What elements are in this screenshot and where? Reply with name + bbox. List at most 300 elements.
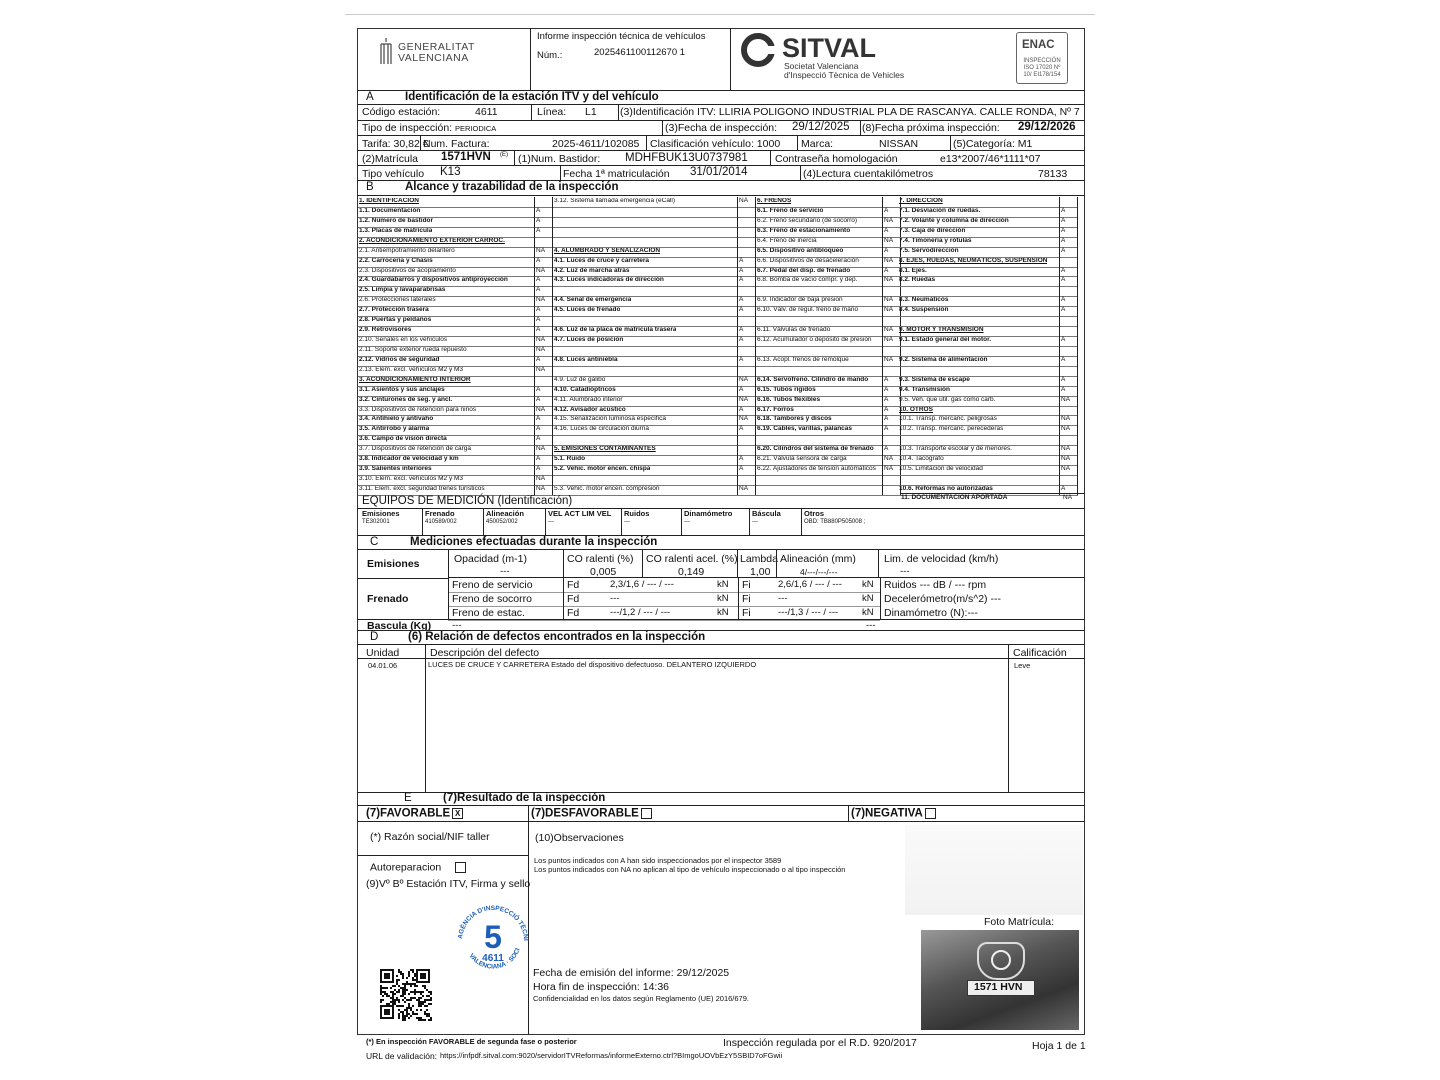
freno-fi-label: Fi <box>742 607 751 619</box>
check-item-result: NA <box>884 355 894 363</box>
check-item-label: 7. DIRECCIÓN <box>899 198 943 204</box>
check-item-result: NA <box>739 375 749 383</box>
check-item-result: A <box>536 395 541 403</box>
check-item-label: 9. MOTOR Y TRANSMISIÓN <box>899 327 984 334</box>
check-item-label: 3.5. Antirrobo y alarma <box>359 426 430 433</box>
co-acel-header: CO ralenti acel. (%) <box>646 553 738 565</box>
check-item-label: 4.9. Luz de gálibo <box>554 376 606 383</box>
opacidad-header: Opacidad (m-1) <box>454 553 527 565</box>
check-item-result: NA <box>884 256 894 264</box>
check-item-label: 6.19. Cables, varillas, palancas <box>757 426 853 433</box>
check-item-result: NA <box>884 465 894 473</box>
check-item-label: 4.10. Catadióptricos <box>554 386 616 393</box>
matricula-sup: (E) <box>500 152 508 158</box>
bastidor-label: (1)Num. Bastidor: <box>518 153 601 165</box>
check-item-label: 10.4. Tacógrafo <box>899 456 944 463</box>
check-item-label: 4.12. Avisador acústico <box>554 406 626 413</box>
clasificacion: Clasificación vehículo: 1000 <box>650 138 781 150</box>
favorable-label: (7)FAVORABLE <box>366 807 451 820</box>
fecha-prox-value: 29/12/2026 <box>1018 121 1076 133</box>
check-item-label: 6. FRENOS <box>757 198 792 204</box>
equipo-header: Dinamómetro <box>684 509 733 518</box>
equipo-header: Ruidos <box>624 509 650 518</box>
check-item-result: A <box>536 455 541 463</box>
bastidor-value: MDHFBUK13U0737981 <box>625 152 748 164</box>
plate-photo <box>921 930 1079 1030</box>
check-item-label: 3.9. Salientes interiores <box>359 466 432 473</box>
check-item-label: 8. EJES, RUEDAS, NEUMÁTICOS, SUSPENSIÓN <box>899 257 1048 264</box>
check-item-label: 5.1. Ruido <box>554 456 586 463</box>
validation-url[interactable]: https://infpdf.sitval.com:9020/servidorITVReformas/informeExterno.ctrl?BImgoUOVbEzY5SBID7oFGwii <box>440 1051 783 1060</box>
check-item-result: NA <box>884 336 894 344</box>
desc-header: Descripción del defecto <box>430 647 540 659</box>
check-item-label: 3.3. Dispositivos de retención para niños <box>359 406 477 413</box>
equipos-title: EQUIPOS DE MEDICIÓN (Identificación) <box>362 495 573 507</box>
calif-header: Calificación <box>1013 647 1067 659</box>
redacted-area <box>905 825 1083 915</box>
check-item-label: 4. ALUMBRADO Y SEÑALIZACIÓN <box>554 247 661 254</box>
freno-fd-unit: kN <box>717 607 729 618</box>
equipo-header: VEL ACT LIM VEL <box>548 509 612 518</box>
autoreparacion-checkbox[interactable] <box>455 862 466 873</box>
check-item-label: 2.1. Antiempotramiento delantero <box>359 247 455 254</box>
sitval-sub1: Societat Valenciana <box>784 61 859 71</box>
defect-desc: LUCES DE CRUCE Y CARRETERA Estado del dispositivo defectuoso. DELANTERO IZQUIERDO <box>428 660 757 669</box>
check-item-label: 7.4. Timonería y rótulas <box>899 237 972 244</box>
qr-code-icon <box>380 969 432 1021</box>
check-item-label: 4.2. Luz de marcha atrás <box>554 267 630 274</box>
decelerometro: Decelerómetro(m/s^2) --- <box>884 593 1001 605</box>
check-item-result: A <box>884 405 889 413</box>
stamp-bottom-text: VALENCIANA · SOCI <box>467 947 522 971</box>
dinamometro: Dinamómetro (N):--- <box>884 607 978 619</box>
co-ralenti-header: CO ralenti (%) <box>567 553 634 565</box>
check-item-result: A <box>1061 226 1066 234</box>
check-item-label: 8.1. Ejes. <box>899 267 927 274</box>
alineacion-header: Alineación (mm) <box>780 553 856 565</box>
hoja: Hoja 1 de 1 <box>1032 1040 1086 1052</box>
lambda-value: 1,00 <box>750 566 771 578</box>
check-item-result: NA <box>1061 415 1071 423</box>
co-acel-value: 0,149 <box>678 566 705 578</box>
check-item-result: A <box>1061 484 1066 492</box>
check-item-result: NA <box>739 484 749 492</box>
check-item-label: 6.20. Cilindros del sistema de frenado <box>757 446 874 453</box>
desfavorable-label: (7)DESFAVORABLE <box>531 807 639 820</box>
freno-fi-value: 2,6/1,6 / --- / --- <box>778 579 842 590</box>
enac-label: ENAC <box>1022 39 1055 51</box>
check-item-result: A <box>1061 306 1066 314</box>
check-item-result: A <box>536 435 541 443</box>
check-item-label: 6.7. Pedal del disp. de frenado <box>757 267 851 274</box>
check-item-label: 2.3. Dispositivos de acoplamiento <box>359 267 456 274</box>
check-item-result: NA <box>536 484 546 492</box>
check-item-result: A <box>884 206 889 214</box>
check-item-label: 2.10. Señales en los vehículos <box>359 337 448 344</box>
fecha-matric-label: Fecha 1ª matriculación <box>563 168 670 180</box>
check-item-label: 10.2. Transp. mercanc. perecederas <box>899 426 1004 433</box>
ruidos: Ruidos --- dB / --- rpm <box>884 579 987 591</box>
equipo-value: OBD: TB880P505008 ; <box>804 519 866 525</box>
sitval-logo-icon <box>740 32 776 68</box>
check-item-label: 4.7. Luces de posición <box>554 337 624 344</box>
check-item-label: 6.1. Freno de servicio <box>757 207 824 214</box>
check-item-result: A <box>884 375 889 383</box>
check-item-result: A <box>536 256 541 264</box>
check-item-label: 6.22. Ajustadores de tensión automáticos <box>757 466 876 473</box>
alineacion-value: 4/---/---/--- <box>800 567 838 577</box>
check-item-result: A <box>739 405 744 413</box>
footer-note: (*) En inspección FAVORABLE de segunda fase o posterior <box>366 1037 577 1046</box>
check-item-label: 8.2. Ruedas <box>899 277 936 284</box>
check-item-result: NA <box>739 415 749 423</box>
check-item-result: NA <box>1061 455 1071 463</box>
freno-fi-unit: kN <box>862 579 874 590</box>
generalitat-line2: VALENCIANA <box>398 52 469 64</box>
freno-fd-value: --- <box>610 593 620 604</box>
categoria: (5)Categoría: M1 <box>953 138 1033 150</box>
check-item-label: 6.5. Dispositivo antibloqueo <box>757 247 844 254</box>
section-d-letter: D <box>370 631 379 643</box>
desfavorable <box>531 808 652 820</box>
section-b-title: Alcance y trazabilidad de la inspección <box>405 181 619 193</box>
section-c-letter: C <box>370 536 379 548</box>
check-item-label: 5. EMISIONES CONTAMINANTES <box>554 446 656 453</box>
negativa <box>851 808 936 820</box>
equipo-value: --- <box>684 519 690 525</box>
check-item-label: 6.10. Válv. de regul. freno de mano <box>757 307 859 314</box>
check-item-result: NA <box>536 345 546 353</box>
check-item-result: NA <box>536 405 546 413</box>
check-item-label: 9.2. Sistema de alimentación <box>899 356 988 363</box>
check-item-label: 6.4. Freno de inercia <box>757 237 817 244</box>
check-item-label: 1.1. Documentación <box>359 207 421 214</box>
check-item-label: 2.6. Protecciones laterales <box>359 297 436 304</box>
check-item-result: NA <box>536 445 546 453</box>
check-item-result: A <box>884 445 889 453</box>
report-num-value: 2025461100112670 1 <box>594 47 686 58</box>
check-item-label: 9.3. Sistema de escape <box>899 376 970 383</box>
plate-text: 1571 HVN <box>974 981 1023 993</box>
section-e-title: (7)Resultado de la inspección <box>443 792 606 804</box>
check-item-label: 10. OTROS <box>899 406 933 413</box>
check-item-result: NA <box>536 336 546 344</box>
report-title: Informe inspección técnica de vehículos <box>537 31 706 42</box>
equipo-value: --- <box>752 519 758 525</box>
foto-label: Foto Matrícula: <box>984 916 1055 928</box>
check-item-label: 6.13. Acopl. frenos de remolque <box>757 356 849 363</box>
check-item-result: A <box>1061 375 1066 383</box>
autoreparacion <box>370 862 466 873</box>
check-item-result: A <box>739 276 744 284</box>
check-item-result: NA <box>884 276 894 284</box>
check-item-label: 4.1. Luces de cruce y carretera <box>554 257 650 264</box>
check-item-result: A <box>739 355 744 363</box>
observaciones-label: (10)Observaciones <box>535 832 624 844</box>
freno-fd-unit: kN <box>717 593 729 604</box>
homologacion-value: e13*2007/46*1111*07 <box>940 153 1041 165</box>
check-item-result: A <box>536 355 541 363</box>
favorable-checkbox[interactable]: X <box>452 808 463 819</box>
check-item-label: 6.9. Indicador de baja presión <box>757 297 843 304</box>
check-item-label: 7.1. Desviación de ruedas. <box>899 207 981 214</box>
check-item-result: NA <box>1061 465 1071 473</box>
fecha-insp-value: 29/12/2025 <box>792 121 850 133</box>
check-item-result: A <box>1061 355 1066 363</box>
check-item-label: 6.11. Válvulas de frenado <box>757 327 831 334</box>
freno-name: Freno de socorro <box>452 593 532 605</box>
check-item-result: NA <box>884 306 894 314</box>
emisiones-label: Emisiones <box>367 558 420 570</box>
matricula-value: 1571HVN <box>441 151 491 163</box>
check-item-label: 2.9. Retrovisores <box>359 327 412 334</box>
scan-top-edge <box>345 14 1095 15</box>
check-item-label: 3.7. Dispositivos de retención de carga <box>359 446 472 453</box>
check-item-result: A <box>1061 266 1066 274</box>
razon-social: (*) Razón social/NIF taller <box>370 831 490 843</box>
cuentakm-value: 78133 <box>1038 168 1068 180</box>
freno-name: Freno de servicio <box>452 579 533 591</box>
limvel-value: --- <box>900 566 910 577</box>
check-item-label: 7.3. Caja de dirección <box>899 227 966 234</box>
check-item-label: 6.8. Bomba de vacío compr. y dep. <box>757 277 858 284</box>
matricula-label: (2)Matrícula <box>362 153 419 165</box>
check-item-label: 10.6. Reformas no autorizadas <box>899 485 993 492</box>
check-item-label: 3.6. Campo de visión directa <box>359 436 447 443</box>
check-item-result: A <box>536 385 541 393</box>
check-item-label: 3.2. Cinturones de seg. y ancl. <box>359 396 453 403</box>
check-item-result: A <box>536 465 541 473</box>
check-item-result: A <box>739 385 744 393</box>
check-item-label: 4.4. Señal de emergencia <box>554 297 632 304</box>
regulada: Inspección regulada por el R.D. 920/2017 <box>723 1037 917 1049</box>
sitval-sub2: d'Inspecció Tècnica de Vehicles <box>784 70 905 80</box>
desfavorable-checkbox[interactable] <box>641 808 652 819</box>
check-item-result: NA <box>1061 445 1071 453</box>
fecha-matric-value: 31/01/2014 <box>690 166 748 178</box>
check-item-result: A <box>536 415 541 423</box>
check-item-result: A <box>536 316 541 324</box>
favorable <box>366 808 463 820</box>
check-item-label: 2.13. Elem. excl. vehículos M2 y M3 <box>359 366 464 373</box>
confidencialidad: Confidencialidad en los datos según Reglamento (UE) 2016/679. <box>533 994 749 1003</box>
equipo-value: 450052/002 <box>486 519 518 525</box>
tipo-insp-label: Tipo de inspección: <box>362 122 453 134</box>
check-item-label: 6.17. Forros <box>757 406 794 413</box>
section-a-title: Identificación de la estación ITV y del vehículo <box>405 91 659 103</box>
check-item-label: 3.12. Sistema llamada emergencia (eCall) <box>554 198 676 204</box>
check-item-label: 4.5. Luces de frenado <box>554 307 621 314</box>
check-item-result: A <box>884 266 889 274</box>
check-item-result: A <box>884 385 889 393</box>
check-item-label: 10.5. Limitación de velocidad <box>899 466 983 473</box>
check-item-result: A <box>739 465 744 473</box>
check-item-result: A <box>1061 276 1066 284</box>
check-item-label: 9.1. Estado general del motor. <box>899 337 992 344</box>
generalitat-line1: GENERALITAT <box>398 41 475 53</box>
check-item-label: 3.10. Elem. excl. vehículos M2 y M3 <box>359 476 464 483</box>
check-item-result: A <box>1061 236 1066 244</box>
check-item-label: 6.18. Tambores y discos <box>757 416 832 423</box>
equipo-header: Emisiones <box>362 509 400 518</box>
check-item-label: 10.1. Transp. mercanc. peligrosas <box>899 416 997 423</box>
check-item-result: A <box>739 326 744 334</box>
check-item-label: 3.11. Elem. excl. seguridad trenes turísticos <box>359 485 485 492</box>
check-item-result: A <box>536 306 541 314</box>
check-item-label: 2.4. Guardabarros y dispositivos antiproyección <box>359 277 508 284</box>
check-item-result: A <box>884 415 889 423</box>
check-item-result: NA <box>536 475 546 483</box>
check-item-label: 4.6. Luz de la placa de matrícula trasera <box>554 327 677 334</box>
check-item-label: 6.2. Freno secundario (de socorro) <box>757 217 858 224</box>
fecha-prox-label: (8)Fecha próxima inspección: <box>862 122 1000 134</box>
negativa-checkbox[interactable] <box>925 808 936 819</box>
check-item-label: 2. ACONDICIONAMIENTO EXTERIOR CARROC. <box>359 237 505 244</box>
hora-fin: Hora fin de inspección: 14:36 <box>533 981 670 993</box>
equipo-value: --- <box>548 519 554 525</box>
check-item-result: NA <box>884 326 894 334</box>
check-item-label: 5.2. Vehic. motor encen. chispa <box>554 466 651 473</box>
check-item-label: 9.4. Transmisión <box>899 386 950 393</box>
section-d-title: (6) Relación de defectos encontrados en la inspección <box>408 631 706 643</box>
freno-fi-label: Fi <box>742 593 751 605</box>
bascula-value-2: --- <box>866 620 876 631</box>
check-item-result: A <box>739 425 744 433</box>
check-item-label: 7.5. Servodirección <box>899 247 959 254</box>
check-item-result: A <box>884 395 889 403</box>
defect-calif: Leve <box>1014 661 1031 670</box>
equipo-value: TE302001 <box>362 519 390 525</box>
check-item-result: NA <box>739 395 749 403</box>
check-item-label: 4.3. Luces indicadoras de dirección <box>554 277 664 284</box>
check-item-result: A <box>536 286 541 294</box>
check-item-result: NA <box>536 365 546 373</box>
check-item-label: 3.8. Indicador de velocidad y km <box>359 456 459 463</box>
url-label: URL de validación: <box>366 1051 438 1061</box>
linea-label: Línea: <box>537 106 567 118</box>
stamp-top-text: AGÈNCIA D'INSPECCIÓ TÈCNI <box>457 904 530 941</box>
marca-label: Marca: <box>801 138 834 150</box>
codigo-value: 4611 <box>475 106 498 118</box>
freno-fd-label: Fd <box>567 607 580 619</box>
check-item-result: A <box>739 266 744 274</box>
tarifa: Tarifa: 30,82 € <box>362 138 429 150</box>
unidad-header: Unidad <box>366 647 400 659</box>
check-item-result: A <box>536 326 541 334</box>
check-item-result: NA <box>739 197 749 204</box>
fecha-insp-label: (3)Fecha de inspección: <box>665 122 778 134</box>
check-item-label: 6.6. Dispositivos de desaceleración <box>757 257 859 264</box>
check-item-result: A <box>1061 296 1066 304</box>
report-num-label: Núm.: <box>537 50 563 61</box>
co-ralenti-value: 0,005 <box>590 566 617 578</box>
sitval-name: SITVAL <box>782 33 876 63</box>
check-item-label: 4.11. Alumbrado interior <box>554 396 623 403</box>
stamp-number: 5 <box>484 919 502 955</box>
check-item-result: A <box>884 425 889 433</box>
check-item-label: 6.15. Tubos rígidos <box>757 386 816 393</box>
check-item-result: A <box>1061 385 1066 393</box>
check-item-result: NA <box>884 236 894 244</box>
check-item-result: A <box>1061 206 1066 214</box>
limvel-header: Lim. de velocidad (km/h) <box>884 553 999 565</box>
equipo-value: 410589/002 <box>425 519 457 525</box>
cuentakm-label: (4)Lectura cuentakilómetros <box>803 168 934 180</box>
check-item-result: A <box>1061 216 1066 224</box>
obs-line-1: Los puntos indicados con A han sido inspeccionados por el inspector 3589 <box>534 856 782 865</box>
marca-value: NISSAN <box>879 138 919 150</box>
enac-sub: INSPECCIÓN ISO 17020 Nº 10/ EI178/154 <box>1023 58 1061 78</box>
freno-fd-value: ---/1,2 / --- / --- <box>610 607 671 618</box>
homologacion-label: Contraseña homologación <box>775 153 898 165</box>
tipo-vehiculo-label: Tipo vehículo <box>362 168 425 180</box>
check-item-result: A <box>739 296 744 304</box>
check-item-label: 10.3. Transporte escolar y de menores. <box>899 446 1013 453</box>
section-e-letter: E <box>404 792 412 804</box>
check-item-result: A <box>536 226 541 234</box>
check-item-label: 3.1. Asientos y sus anclajes <box>359 386 445 393</box>
check-item-label: 6.14. Servofreno. Cilindro de mando <box>757 376 869 383</box>
section-a-letter: A <box>366 91 374 103</box>
check-item-label: 2.5. Limpia y lavaparabrisas <box>359 287 446 294</box>
fecha-emision: Fecha de emisión del informe: 29/12/2025 <box>533 967 730 979</box>
check-item-label: 6.3. Freno de estacionamiento <box>757 227 851 234</box>
defect-unidad: 04.01.06 <box>368 661 398 670</box>
lambda-header: Lambda <box>740 553 778 565</box>
check-item-label: 2.11. Soporte exterior rueda repuesto <box>359 346 467 353</box>
itv-stamp <box>452 900 534 982</box>
check-item-result: A <box>884 226 889 234</box>
check-item-label: 6.12. Acumulador o depósito de presión <box>757 337 872 344</box>
equipo-header: Otros <box>804 509 825 518</box>
tipo-vehiculo-value: K13 <box>440 166 461 178</box>
check-item-label: 1.2. Número de bastidor <box>359 217 434 224</box>
freno-fd-label: Fd <box>567 593 580 605</box>
nissan-logo-icon <box>991 950 1011 970</box>
tipo-insp-value: PERIODICA <box>455 124 497 133</box>
freno-fi-value: --- <box>778 593 788 604</box>
check-item-result: A <box>536 276 541 284</box>
section-c-title: Mediciones efectuadas durante la inspección <box>410 536 658 548</box>
check-item-label: 8.3. Neumáticos <box>899 297 949 304</box>
vb-label: (9)Vº Bº Estación ITV, Firma y sello <box>366 878 531 890</box>
codigo-label: Código estación: <box>362 106 441 118</box>
freno-fd-unit: kN <box>717 579 729 590</box>
check-item-label: 8.4. Suspensión <box>899 307 949 314</box>
bascula-label: Bascula (Kg) <box>367 620 432 632</box>
check-item-result: A <box>884 246 889 254</box>
freno-fi-label: Fi <box>742 579 751 591</box>
num-factura-label: Num. Factura: <box>423 138 490 150</box>
check-item-label: 3.4. Antihielo y antivaho <box>359 416 434 423</box>
opacidad-value: --- <box>500 566 510 577</box>
check-item-label: 3. ACONDICIONAMIENTO INTERIOR <box>359 376 471 383</box>
check-item-result: A <box>739 256 744 264</box>
equipo-header: Báscula <box>752 509 781 518</box>
check-item-label: 4.8. Luces antiniebla <box>554 356 618 363</box>
check-item-result: A <box>536 425 541 433</box>
freno-fi-value: ---/1,3 / --- / --- <box>778 607 839 618</box>
check-item-label: 6.21. Válvula sensora de carga <box>757 456 847 463</box>
freno-name: Freno de estac. <box>452 607 525 619</box>
equipo-header: Alineación <box>486 509 524 518</box>
doc-aportada: 11. DOCUMENTACIÓN APORTADA <box>901 494 1008 501</box>
frenado-label: Frenado <box>367 593 409 605</box>
check-item-result: NA <box>884 216 894 224</box>
check-item-label: 2.8. Puertas y peldaños <box>359 317 432 324</box>
doc-aportada-value: NA <box>1063 494 1073 501</box>
freno-fi-unit: kN <box>862 593 874 604</box>
